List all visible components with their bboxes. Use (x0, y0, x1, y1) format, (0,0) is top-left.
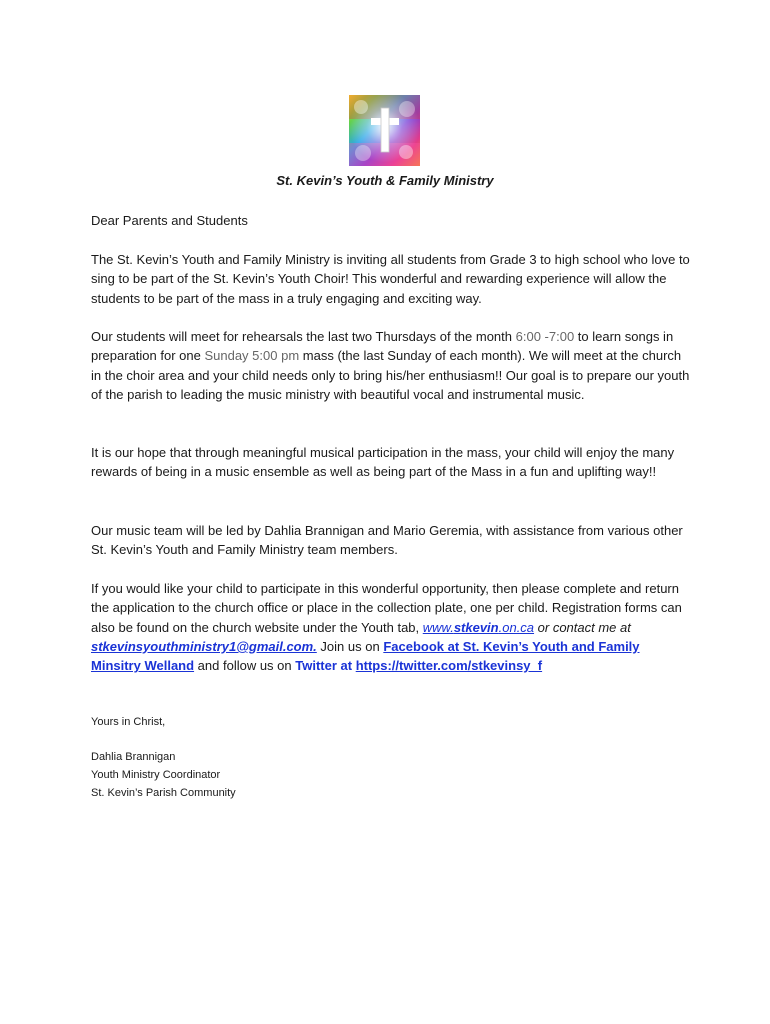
ministry-logo (349, 95, 420, 166)
signature-org: St. Kevin’s Parish Community (91, 787, 236, 799)
participation-text-d: and follow us on (194, 658, 296, 674)
paragraph-invitation-text: The St. Kevin’s Youth and Family Ministry is inviting all students from Grade 3 to high school who love to sing to be part of the St. Kevin’s Youth Choir! This wonderful and rewarding experience will allow the students to be part of the mass in a truly engaging and exciting way. (91, 252, 690, 306)
paragraph-hope (91, 443, 691, 482)
paragraph-rehearsals (91, 327, 691, 404)
signature-role: Youth Ministry Coordinator (91, 769, 221, 781)
salutation: Dear Parents and Students (91, 213, 248, 228)
paragraph-participation (91, 579, 691, 675)
website-link[interactable] (423, 620, 534, 635)
participation-text-c: Join us on (316, 638, 384, 654)
facebook-link[interactable]: Facebook at St. Kevin’s Youth and Family Minsitry Welland (91, 638, 640, 674)
rehearsal-time: 6:00 -7:00 (515, 329, 575, 344)
rehearsal-text-a: Our students will meet for rehearsals the last two Thursdays of the month (91, 329, 516, 344)
closing: Yours in Christ, (91, 716, 166, 728)
paragraph-rehearsals-text (91, 327, 691, 404)
rainbow-cross-icon (349, 95, 420, 166)
paragraph-invitation (91, 250, 691, 308)
website-suffix: .on.ca (498, 619, 535, 635)
signature-name: Dahlia Brannigan (91, 751, 176, 763)
website-prefix: www. (422, 619, 454, 635)
paragraph-team-text: Our music team will be led by Dahlia Brannigan and Mario Geremia, with assistance from various other St. Kevin’s Youth and Family Ministry team members. (91, 523, 683, 558)
paragraph-hope-text: It is our hope that through meaningful musical participation in the mass, your child will enjoy the many rewards of being in a music ensemble as well as being part of the Mass in a fun and uplifting way!! (91, 445, 675, 480)
website-name: stkevin (453, 619, 499, 635)
participation-text-a: If you would like your child to participate in this wonderful opportunity, then please complete and return the application to the church office or place in the collection plate, one per child. Registration forms can also be found on the church website under the Youth tab, (91, 581, 682, 635)
email-link[interactable]: stkevinsyouthministry1@gmail.com. (91, 638, 317, 654)
participation-text-b: or contact me at (534, 619, 631, 635)
rehearsal-text-b: to learn songs in preparation for one (91, 329, 674, 364)
signature-block (91, 748, 491, 802)
mass-day-time: Sunday 5:00 pm (204, 348, 300, 364)
paragraph-team (91, 521, 691, 560)
rehearsal-text-c: mass (the last Sunday of each month). We will meet at the church in the choir area and your child needs only to bring his/her enthusiasm!! Our goal is to prepare our youth of the parish to leading the music ministry with beautiful vocal and instrumental music. (91, 348, 690, 402)
page-title: St. Kevin’s Youth & Family Ministry (276, 173, 494, 188)
twitter-link[interactable]: https://twitter.com/stkevinsy_f (355, 658, 543, 674)
paragraph-participation-text (91, 579, 691, 675)
twitter-label: Twitter at (295, 658, 353, 674)
